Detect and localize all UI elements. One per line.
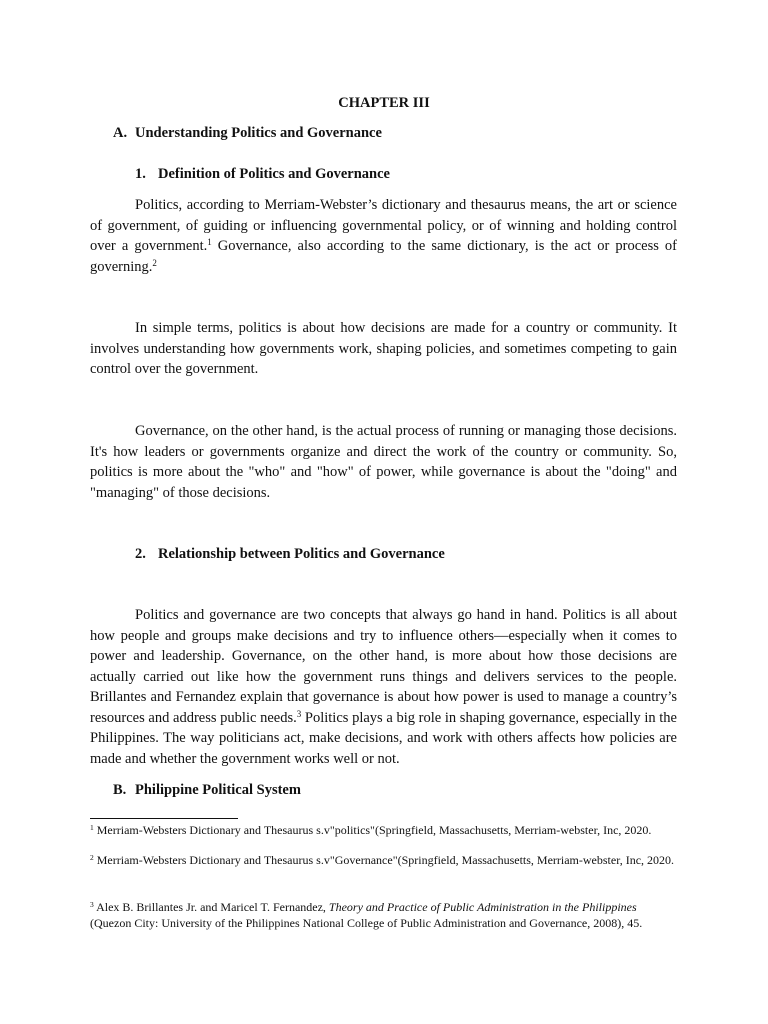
footnote-3-book-title: Theory and Practice of Public Administration in the Philippines [328, 900, 637, 914]
footnote-1-mark: 1 [90, 823, 94, 832]
footnote-2-text: Merriam-Websters Dictionary and Thesaurus s.v"Governance"(Springfield, Massachusetts, Merriam-webster, Inc, 2020. [93, 853, 675, 867]
footnote-ref-3: 3 [296, 708, 302, 719]
footnote-2 [90, 853, 680, 869]
footnote-3-rest: (Quezon City: University of the Philippines National College of Public Administration and Governance, 2008), 45. [90, 915, 643, 930]
paragraph-relationship [90, 605, 677, 769]
paragraph-text: Politics and governance are two concepts that always go hand in hand. Politics is all about how people and groups make decisions and try to influence others—especially when it comes to power and leadership. Governance, on the other hand, is more about how those decisions are actually carried out like how the government runs things and delivers services to the people. Brillantes and Fernandez explain that governance is about how power is used to manage a country’s resources and address public needs. [90, 607, 677, 726]
section-a-heading [113, 124, 382, 142]
section-a-letter: A. [113, 125, 128, 141]
footnote-ref-2: 2 [152, 257, 157, 268]
footnote-3-mark: 3 [90, 900, 94, 909]
footnote-1-text: Merriam-Websters Dictionary and Thesaurus s.v"politics"(Springfield, Massachusetts, Merriam-webster, Inc, 2020. [93, 823, 652, 837]
section-b-letter: B. [113, 782, 127, 798]
subsection-1-number: 1. [135, 166, 146, 182]
paragraph-simple-terms: In simple terms, politics is about how decisions are made for a country or community. It involves understanding how governments work, shaping policies, and sometimes competing to gain control over the government. [90, 320, 677, 377]
section-a-title: Understanding Politics and Governance [135, 125, 382, 141]
paragraph-governance: Governance, on the other hand, is the actual process of running or managing those decisions. It's how leaders or governments organize and direct the work of the country or community. So, politics is more about the "who" and "how" of power, while governance is about the "doing" and "managing" of those decisions. [90, 423, 677, 501]
section-b-title: Philippine Political System [135, 782, 301, 798]
paragraph-definition [90, 195, 677, 277]
section-b-heading [113, 781, 301, 799]
footnote-separator [90, 818, 238, 819]
subsection-1-title: Definition of Politics and Governance [158, 166, 390, 182]
subsection-2-heading [135, 545, 445, 563]
subsection-1-heading [135, 165, 390, 183]
footnote-1 [90, 823, 680, 839]
subsection-2-number: 2. [135, 546, 146, 562]
footnote-2-mark: 2 [90, 853, 94, 862]
footnote-3 [90, 900, 680, 931]
chapter-title: CHAPTER III [338, 95, 430, 111]
paragraph-text: Governance, also according to the same dictionary, is the act or process of governing. [90, 238, 678, 275]
subsection-2-title: Relationship between Politics and Governance [158, 546, 445, 562]
footnote-ref-1: 1 [207, 237, 212, 247]
paragraph-text: Politics plays a big role in shaping governance, especially in the Philippines. The way politicians act, make decisions, and work with others affects how policies are made and whether the government works well or not. [90, 709, 677, 767]
footnote-3-author: Alex B. Brillantes Jr. and Maricel T. Fernandez, [93, 900, 329, 914]
paragraph-text: Politics, according to Merriam-Webster’s dictionary and thesaurus means, the art or science of government, of guiding or influencing governmental policy, or of winning and holding control over a government. [90, 197, 677, 254]
